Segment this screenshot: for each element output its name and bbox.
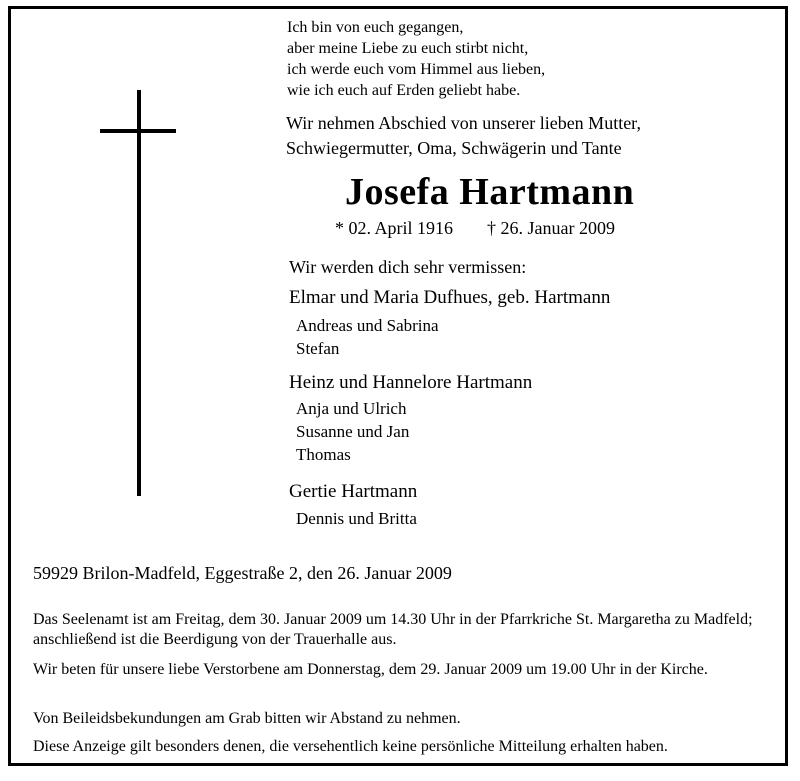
intro-text: [286, 111, 641, 161]
family-member: Dennis und Britta: [296, 509, 417, 528]
family-head: Heinz und Hannelore Hartmann: [289, 372, 533, 393]
paragraph: Wir beten für unsere liebe Verstorbene am Donnerstag, dem 29. Januar 2009 um 19.00 Uhr in der Kirche.: [33, 661, 708, 678]
family-member: Thomas: [296, 445, 351, 464]
cross-icon: [137, 90, 141, 496]
family-member: Susanne und Jan: [296, 422, 410, 441]
paragraph: Das Seelenamt ist am Freitag, dem 30. Januar 2009 um 14.30 Uhr in der Pfarrkriche St. Margaretha zu Madfeld; anschließend ist die Beerdigung von der Trauerhalle aus.: [33, 611, 753, 648]
family-members: [296, 397, 409, 466]
poem-line: ich werde euch vom Himmel aus lieben,: [287, 61, 546, 78]
family-head: Elmar und Maria Dufhues, geb. Hartmann: [289, 287, 611, 308]
family-member: Anja und Ulrich: [296, 399, 407, 418]
cross-icon-bar: [100, 129, 176, 133]
family-head: Gertie Hartmann: [289, 481, 418, 502]
poem-line: aber meine Liebe zu euch stirbt nicht,: [287, 40, 529, 57]
family-member: Stefan: [296, 339, 340, 358]
address-line: 59929 Brilon-Madfeld, Eggestraße 2, den 26. Januar 2009: [33, 563, 452, 583]
intro-line: Schwiegermutter, Oma, Schwägerin und Tante: [286, 138, 622, 158]
poem-line: Ich bin von euch gegangen,: [287, 19, 464, 36]
birth-date: * 02. April 1916: [335, 218, 454, 238]
miss-line: Wir werden dich sehr vermissen:: [289, 257, 527, 277]
deceased-name: Josefa Hartmann: [345, 171, 635, 213]
family-members: [296, 314, 439, 360]
family-members: [296, 507, 417, 530]
paragraph: Diese Anzeige gilt besonders denen, die versehentlich keine persönliche Mitteilung erhalten haben.: [33, 738, 668, 755]
family-member: Andreas und Sabrina: [296, 316, 439, 335]
poem-line: wie ich euch auf Erden geliebt habe.: [287, 82, 521, 99]
intro-line: Wir nehmen Abschied von unserer lieben Mutter,: [286, 113, 641, 133]
paragraph: Von Beileidsbekundungen am Grab bitten wir Abstand zu nehmen.: [33, 710, 461, 727]
poem: [287, 17, 545, 101]
life-dates: [335, 218, 615, 239]
death-date: † 26. Januar 2009: [487, 218, 615, 238]
